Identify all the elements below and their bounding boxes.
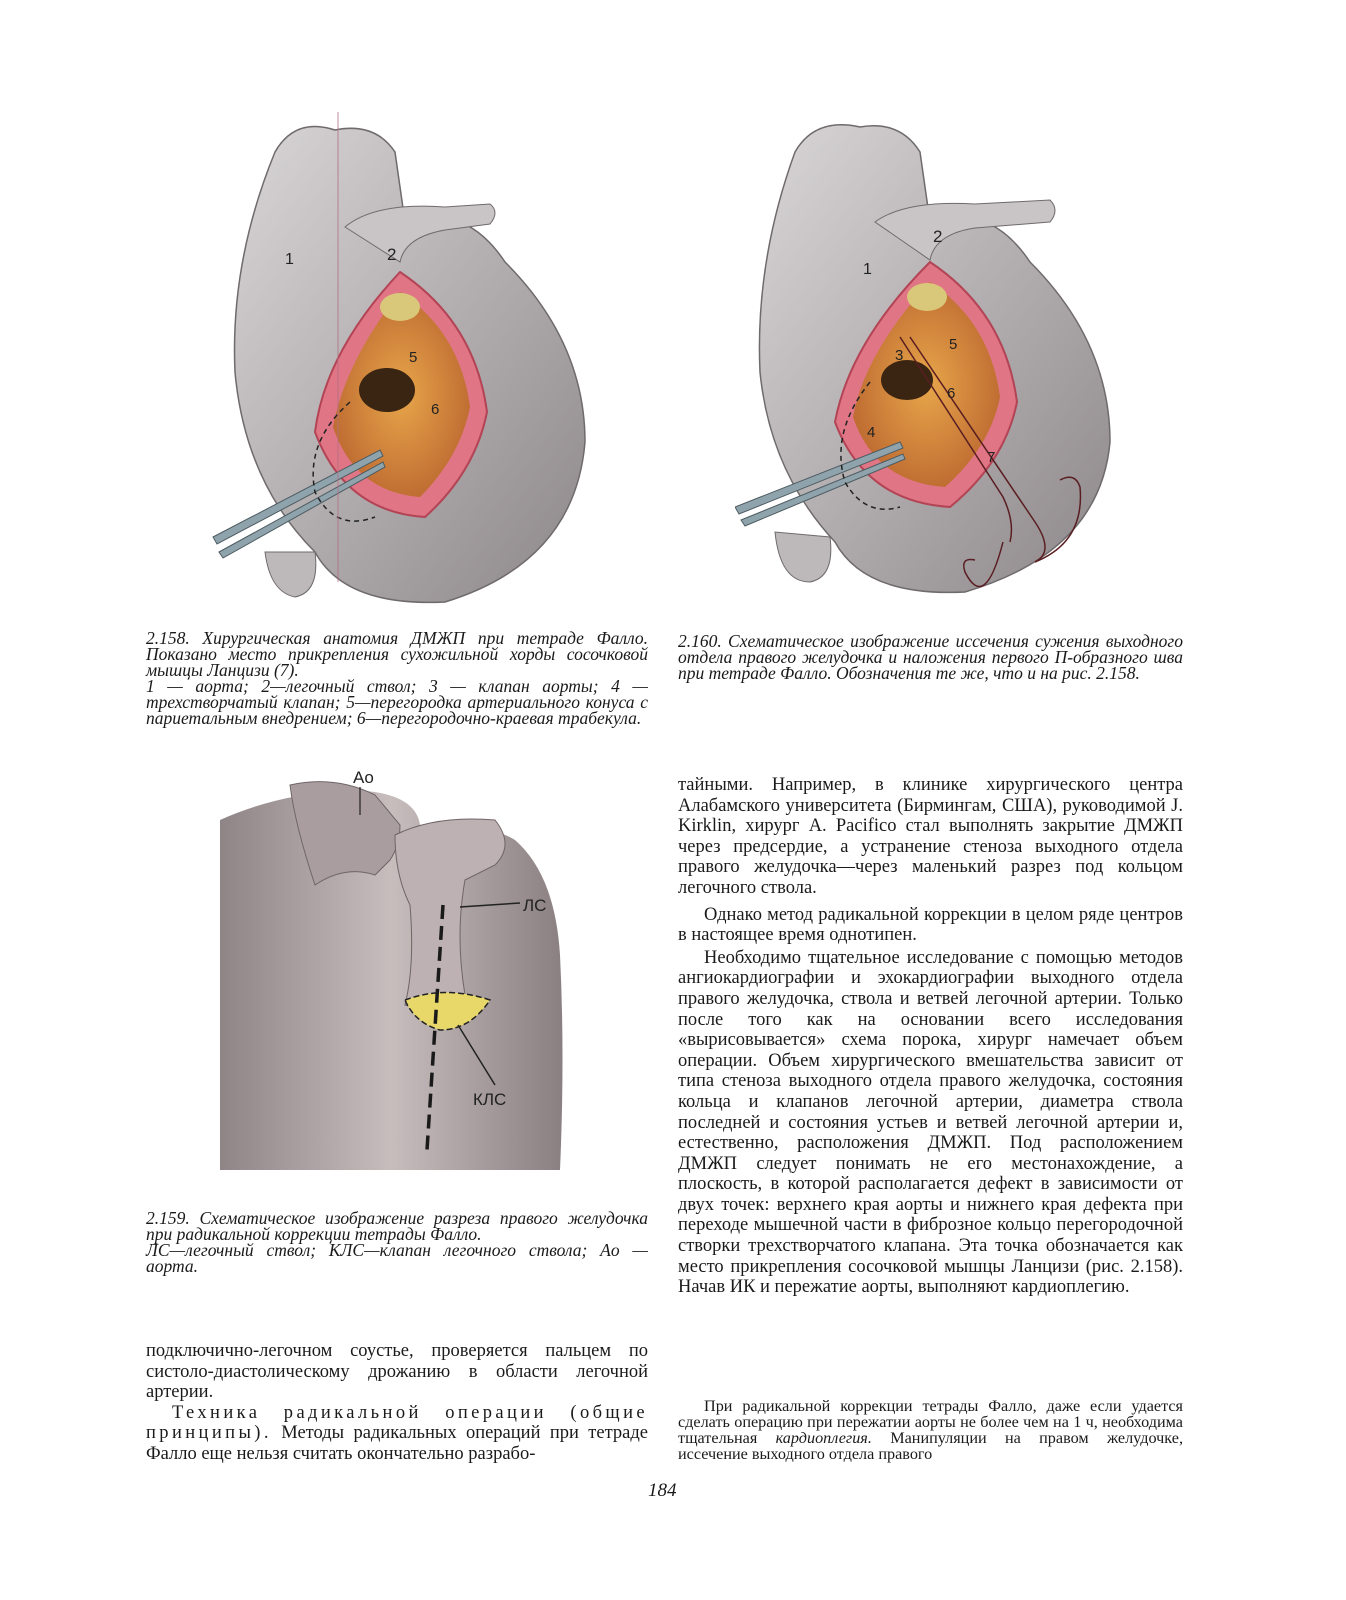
heart-incision-illustration-2-159 [215,765,590,1175]
heart-illustration-2-160 [735,112,1125,617]
left-paragraph-1: подключично-легочном соустье, проверяется пальцем по систоло-диастолическому дрожанию в области легочной артерии. [146,1341,648,1403]
caption-2-160 [678,633,1183,681]
right-paragraph-2: Однако метод радикальной коррекции в целом ряде центров в настоящее время однотипен. [678,904,1183,946]
fig159-label-ao: Ao [353,768,374,787]
fig160-label-7: 7 [987,449,996,466]
fig160-label-6: 6 [947,385,956,402]
caption-2-159 [146,1210,648,1274]
heart-illustration-2-158 [205,112,605,612]
figure-2-160 [735,112,1125,617]
right-small-print [678,1398,1183,1462]
fig159-label-kls: КЛС [473,1090,507,1109]
right-paragraph-1: тайными. Например, в клинике хирургического центра Алабамского университета (Бирмингам, США), руководимой J. Kirklin, хирург A. Pacifico стал выполнять закрытие ДМЖП через предсердие, а устранение стеноза выходного отдела правого желудочка—через маленький разрез под кольцом легочного ствола. [678,775,1183,898]
right-body-text [678,775,1183,1298]
small-print-emphasis: кардиоплегия. [775,1429,872,1447]
small-print-part-2: Манипуляции на правом желудочке, иссечение выходного отдела правого [678,1429,1183,1463]
fig160-label-1: 1 [863,261,872,278]
fig159-label-ls: ЛС [523,896,547,915]
left-paragraph-2-rest: Методы радикальных операций при тетраде Фалло еще нельзя считать окончательно разрабо- [146,1423,648,1464]
fig160-label-3: 3 [895,347,904,364]
right-paragraph-3: Необходимо тщательное исследование с помощью методов ангиокардиографии и эхокардиографии выходного отдела правого желудочка, ствола и ветвей легочной артерии. Только после того как на основании всего исследования «вырисовывается» схема порока, хирург намечает объем операции. Объем хирургического вмешательства зависит от типа стеноза выходного отдела правого желудочка, состояния кольца и клапанов легочной артерии, диаметра ствола последней и состояния устьев и ветвей легочной артерии и, естественно, расположения ДМЖП. Под расположением ДМЖП следует понимать не его местонахождение, а плоскость, в которой располагается дефект в зависимости от двух точек: верхнего края аорты и нижнего края дефекта при переходе мышечной части в фиброзное кольцо перегородочной створки трехстворчатого клапана. Эта точка обозначается как место прикрепления сосочковой мышцы Ланцизи (рис. 2.158). Начав ИК и пережатие аорты, выполняют кардиоплегию. [678,947,1183,1298]
caption-2-158-title: 2.158. Хирургическая анатомия ДМЖП при тетраде Фалло. Показано место прикрепления сухожильной хорды сосочковой мышцы Ланцизи (7). [146,628,648,680]
fig158-label-2: 2 [387,245,397,264]
fig160-label-2: 2 [933,227,943,246]
figure-2-158 [205,112,605,612]
small-print-part-1: При радикальной коррекции тетрады Фалло, даже если удается сделать операцию при пережатии аорты не более чем на 1 ч, необходима тщательная [678,1397,1183,1447]
fig158-label-6: 6 [431,401,440,418]
caption-2-158-legend: 1 — аорта; 2—легочный ствол; 3 — клапан аорты; 4 — трехстворчатый клапан; 5—перегородка артериального конуса с париетальным внедрением; 6—перегородочно-краевая трабекула. [146,676,648,728]
fig158-label-5: 5 [409,349,418,366]
caption-2-158 [146,630,648,726]
caption-2-160-text: 2.160. Схематическое изображение иссечения сужения выходного отдела правого желудочка и наложения первого П-образного шва при тетраде Фалло. Обозначения те же, что и на рис. 2.158. [678,631,1183,683]
left-paragraph-2 [146,1403,648,1465]
left-body-text [146,1341,648,1465]
small-print-paragraph [678,1398,1183,1462]
caption-2-159-title: 2.159. Схематическое изображение разреза правого желудочка при радикальной коррекции тетрады Фалло. [146,1208,648,1244]
caption-2-159-legend: ЛС—легочный ствол; КЛС—клапан легочного ствола; Ao — аорта. [146,1240,648,1276]
fig160-label-4: 4 [867,424,876,441]
figure-2-159 [215,765,590,1175]
fig160-label-5: 5 [949,336,958,353]
fig158-label-1: 1 [285,251,294,268]
technique-heading: Техника радикальной операции (общие принципы). [146,1402,648,1444]
page-number: 184 [648,1480,677,1501]
